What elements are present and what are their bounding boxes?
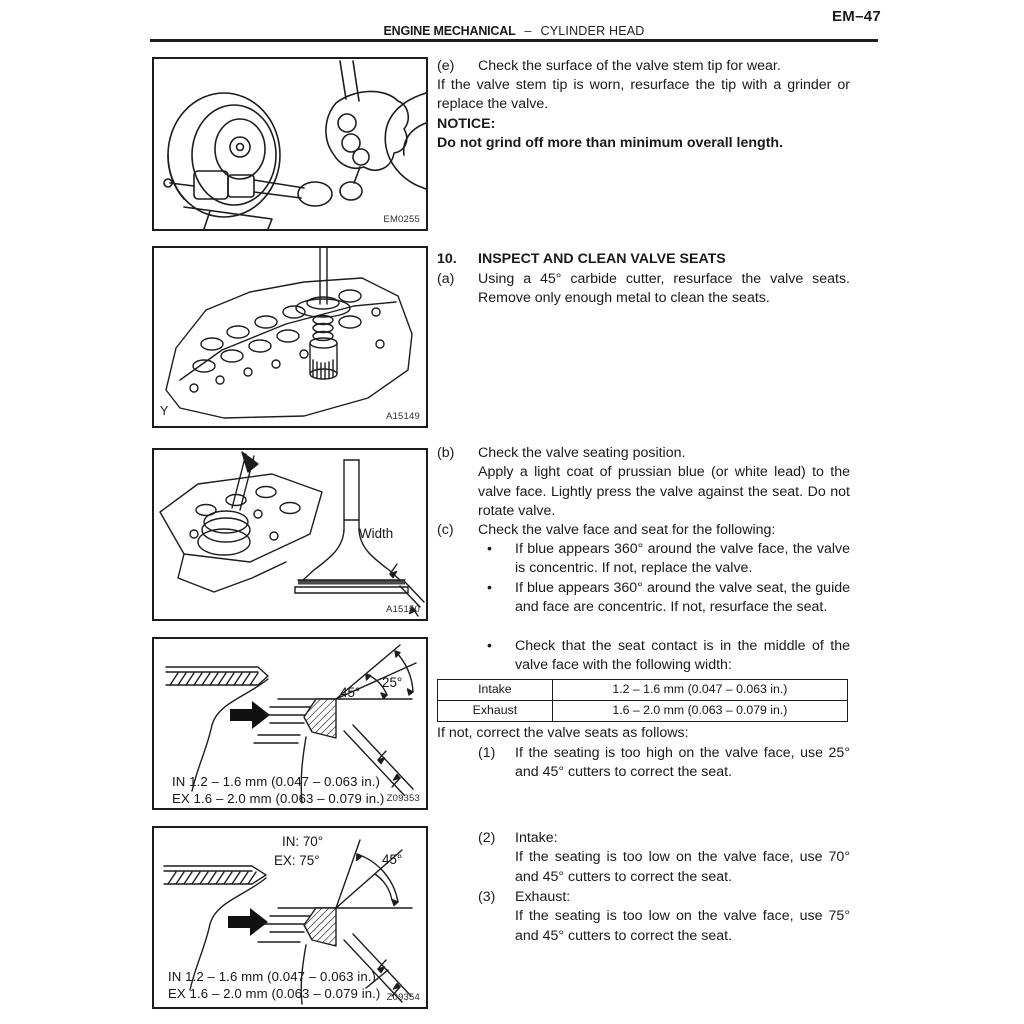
bullet-valve-face: [437, 540, 850, 579]
bullet-text: Check that the seat contact is in the middle of the valve face with the following width:: [515, 638, 850, 674]
figure-valve-seating-check: [152, 448, 428, 621]
angle-25-label: 25°: [382, 675, 403, 690]
valve-grinding-illustration: [154, 59, 426, 229]
substep-text: If the seating is too high on the valve face, use 25° and 45° cutters to correct the seat.: [515, 745, 850, 781]
exhaust-dimension-caption: EX 1.6 – 2.0 mm (0.063 – 0.079 in.): [172, 791, 385, 806]
bullet-marker: •: [487, 580, 492, 596]
bullet-valve-seat: [437, 579, 850, 618]
page-number: EM–47: [831, 8, 881, 25]
width-value-cell: 1.6 – 2.0 mm (0.063 – 0.079 in.): [552, 701, 847, 722]
figure-valve-seat-cutting: [152, 246, 428, 428]
substep-1: [437, 744, 850, 783]
instruction-column: [437, 0, 850, 1024]
figure-seat-correction-70-75: [152, 826, 428, 1009]
step-c: [437, 521, 850, 540]
bullet-seat-contact: [437, 637, 850, 676]
step-text: Check the valve face and seat for the following:: [478, 522, 776, 538]
step-label: (c): [437, 522, 454, 538]
exhaust-angle-label: EX: 75°: [274, 853, 320, 868]
figure-seat-correction-25-45: [152, 637, 428, 810]
figure-code: A15150: [386, 604, 420, 615]
step-text: Check the surface of the valve stem tip for wear.: [478, 58, 781, 74]
intake-dimension-caption: IN 1.2 – 1.6 mm (0.047 – 0.063 in.): [172, 774, 381, 789]
step-b: [437, 444, 850, 522]
exhaust-dimension-caption: EX 1.6 – 2.0 mm (0.063 – 0.079 in.): [168, 986, 381, 1001]
substep-text: [515, 829, 850, 887]
substep-text: [515, 888, 850, 946]
intake-dimension-caption: IN 1.2 – 1.6 mm (0.047 – 0.063 in.): [168, 969, 377, 984]
header-section: ENGINE MECHANICAL: [383, 24, 516, 38]
step-text: [478, 444, 850, 522]
step-a: [437, 270, 850, 309]
seat-cutter-illustration: [154, 248, 426, 426]
bullet-text: If blue appears 360° around the valve seat, the guide and face are concentric. If not, resurface the seat.: [515, 580, 850, 616]
width-label: Width: [359, 526, 394, 541]
intake-angle-label: IN: 70°: [282, 834, 324, 849]
step-title: INSPECT AND CLEAN VALVE SEATS: [478, 251, 726, 267]
substep-number: (3): [478, 889, 496, 905]
step-text: Using a 45° carbide cutter, resurface the valve seats. Remove only enough metal to clean the seats.: [478, 271, 850, 307]
substep-number: (2): [478, 830, 496, 846]
notice-label: NOTICE:: [437, 116, 496, 132]
seat-width-table: [437, 679, 848, 722]
step-10-heading: [437, 250, 850, 269]
figure-code: A15149: [386, 411, 420, 422]
angle-45-label: 45°: [340, 685, 361, 700]
step-label: (b): [437, 445, 455, 461]
step-e: [437, 57, 850, 76]
table-row: [438, 680, 848, 701]
valve-type-cell: Exhaust: [438, 701, 553, 722]
substep-3: [437, 888, 850, 946]
figure-code: Z09354: [386, 992, 420, 1003]
valve-type-cell: Intake: [438, 680, 553, 701]
substep-number: (1): [478, 745, 496, 761]
figure-code: EM0255: [383, 214, 420, 225]
substep-2-title: Intake:: [515, 830, 558, 846]
correct-intro: If not, correct the valve seats as follows:: [437, 725, 689, 741]
substep-2: [437, 829, 850, 887]
substep-2-body: If the seating is too low on the valve face, use 70° and 45° cutters to correct the seat.: [515, 849, 850, 885]
step-label: (e): [437, 58, 455, 74]
width-value-cell: 1.2 – 1.6 mm (0.047 – 0.063 in.): [552, 680, 847, 701]
table-row: [438, 701, 848, 722]
step-number: 10.: [437, 251, 457, 267]
step-e-body: If the valve stem tip is worn, resurface the tip with a grinder or replace the valve.: [437, 77, 850, 113]
step-label: (a): [437, 271, 455, 287]
step-b-body: Apply a light coat of prussian blue (or white lead) to the valve face. Lightly press the valve against the seat. Do not rotate valve.: [478, 464, 850, 520]
substep-3-body: If the seating is too low on the valve face, use 75° and 45° cutters to correct the seat.: [515, 908, 850, 944]
substep-3-title: Exhaust:: [515, 889, 571, 905]
bullet-text: If blue appears 360° around the valve face, the valve is concentric. If not, replace the valve.: [515, 541, 850, 577]
notice-text: Do not grind off more than minimum overall length.: [437, 135, 784, 151]
figure-view-label: Y: [160, 404, 169, 418]
bullet-marker: •: [487, 541, 492, 557]
figure-code: Z09353: [386, 793, 420, 804]
header-subsection: CYLINDER HEAD: [540, 24, 645, 38]
figure-valve-stem-grinding: [152, 57, 428, 231]
angle-45-label: 45°: [382, 852, 403, 867]
header-separator: –: [524, 24, 532, 38]
bullet-marker: •: [487, 638, 492, 654]
step-b-line1: Check the valve seating position.: [478, 445, 686, 461]
